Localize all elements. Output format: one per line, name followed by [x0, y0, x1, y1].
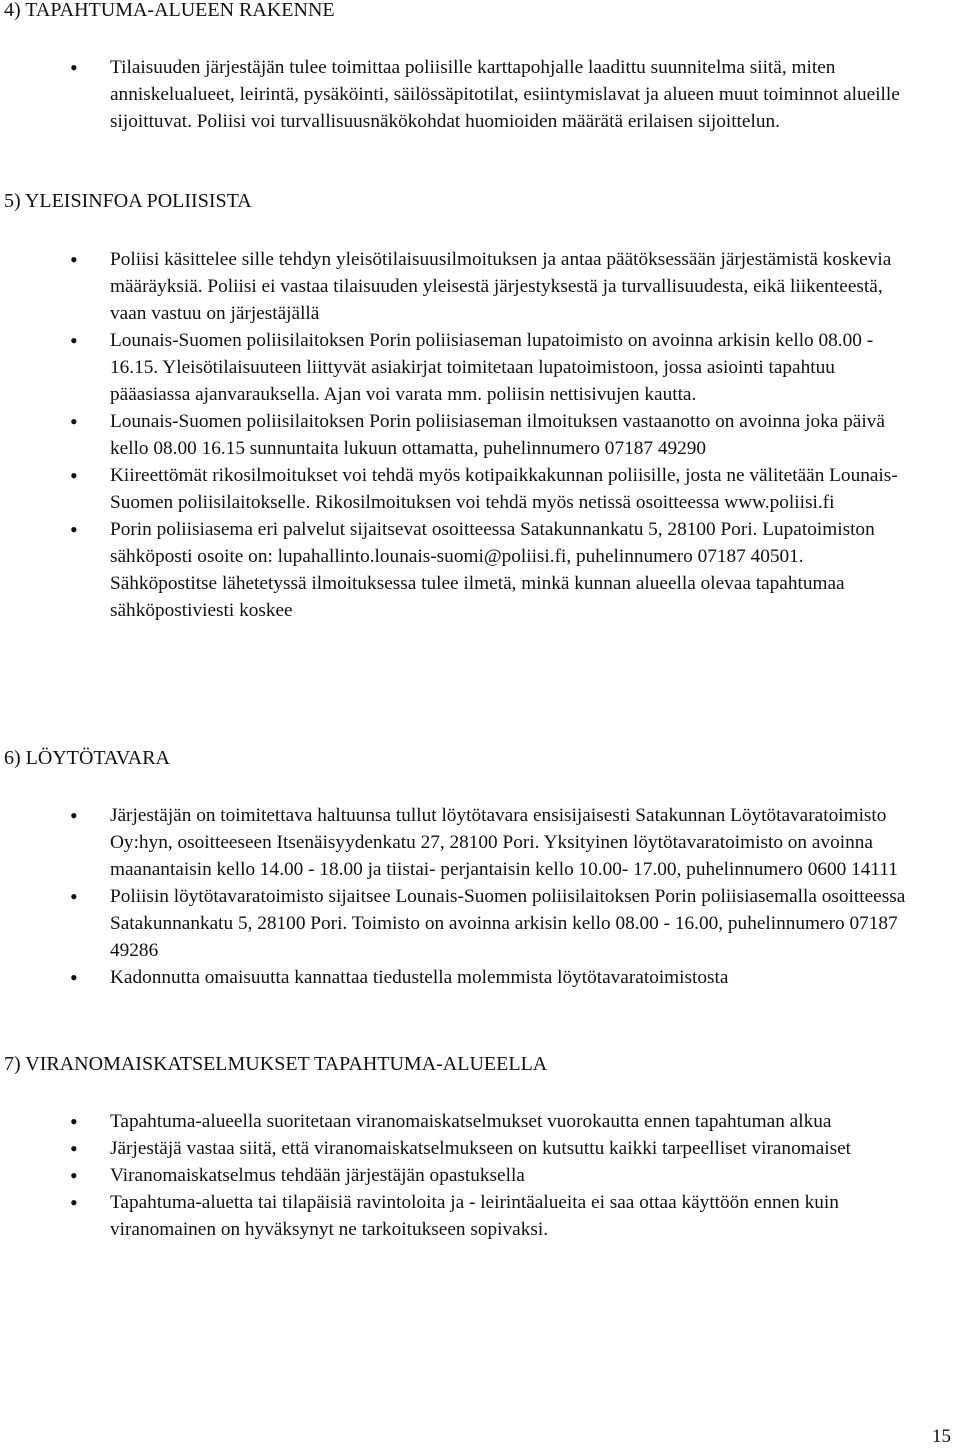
section-7-heading: 7) VIRANOMAISKATSELMUKSET TAPAHTUMA-ALUEELLA	[4, 1053, 548, 1075]
list-item: • Tilaisuuden järjestäjän tulee toimittaa poliisille karttapohjalle laadittu suunnitelma siitä, miten anniskelualueet, leirintä, pysäköinti, säilössäpitotilat, esiintymislavat ja alueen muut toiminnot alueille sijoittuvat. Poliisi voi turvallisuusnäkökohdat huomioiden määrätä erilaisen sijoittelun.	[0, 54, 910, 135]
list-item: • Lounais-Suomen poliisilaitoksen Porin poliisiaseman lupatoimisto on avoinna arkisin kello 08.00 - 16.15. Yleisötilaisuuteen liittyvät asiakirjat toimitetaan lupatoimistoon, jossa asiointi tapahtuu pääasiassa ajanvarauksella. Ajan voi varata mm. poliisin nettisivujen kautta.	[0, 327, 910, 408]
list-item: • Tapahtuma-aluetta tai tilapäisiä ravintoloita ja - leirintäalueita ei saa ottaa käyttöön ennen kuin viranomainen on hyväksynyt ne tarkoitukseen sopivaksi.	[0, 1189, 910, 1243]
list-item: • Poliisi käsittelee sille tehdyn yleisötilaisuusilmoituksen ja antaa päätöksessään järjestämistä koskevia määräyksiä. Poliisi ei vastaa tilaisuuden yleisestä järjestyksestä ja turvallisuudesta, eikä liikenteestä, vaan vastuu on järjestäjällä	[0, 246, 910, 327]
list-item: • Tapahtuma-alueella suoritetaan viranomaiskatselmukset vuorokautta ennen tapahtuman alkua	[0, 1108, 910, 1135]
list-item: • Lounais-Suomen poliisilaitoksen Porin poliisiaseman ilmoituksen vastaanotto on avoinna joka päivä kello 08.00 16.15 sunnuntaita lukuun ottamatta, puhelinnumero 07187 49290	[0, 408, 910, 462]
list-item: • Järjestäjän on toimitettava haltuunsa tullut löytötavara ensisijaisesti Satakunnan Löytötavaratoimisto Oy:hyn, osoitteeseen Itsenäisyydenkatu 27, 28100 Pori. Yksityinen löytötavaratoimisto on avoinna maanantaisin kello 14.00 - 18.00 ja tiistai- perjantaisin kello 10.00- 17.00, puhelinnumero 0600 14111	[0, 802, 910, 883]
list-item: • Järjestäjä vastaa siitä, että viranomaiskatselmukseen on kutsuttu kaikki tarpeelliset viranomaiset	[0, 1135, 910, 1162]
page-number: 15	[932, 1426, 951, 1447]
section-7-list	[0, 1108, 910, 1243]
section-6-heading: 6) LÖYTÖTAVARA	[4, 747, 170, 769]
list-item: • Porin poliisiasema eri palvelut sijaitsevat osoitteessa Satakunnankatu 5, 28100 Pori. Lupatoimiston sähköposti osoite on: lupahallinto.lounais-suomi@poliisi.fi, puhelinnumero 07187 40501. Sähköpostitse lähetetyssä ilmoituksessa tulee ilmetä, minkä kunnan alueella olevaa tapahtumaa sähköpostiviesti koskee	[0, 516, 910, 624]
list-item: • Kiireettömät rikosilmoitukset voi tehdä myös kotipaikkakunnan poliisille, josta ne välitetään Lounais-Suomen poliisilaitokselle. Rikosilmoituksen voi tehdä myös netissä osoitteessa www.poliisi.fi	[0, 462, 910, 516]
list-item: • Viranomaiskatselmus tehdään järjestäjän opastuksella	[0, 1162, 910, 1189]
section-6-list	[0, 802, 910, 991]
section-4-list	[0, 54, 910, 135]
list-item: • Kadonnutta omaisuutta kannattaa tiedustella molemmista löytötavaratoimistosta	[0, 964, 910, 991]
list-item: • Poliisin löytötavaratoimisto sijaitsee Lounais-Suomen poliisilaitoksen Porin poliisiasemalla osoitteessa Satakunnankatu 5, 28100 Pori. Toimisto on avoinna arkisin kello 08.00 - 16.00, puhelinnumero 07187 49286	[0, 883, 910, 964]
section-5-list	[0, 246, 910, 624]
section-4-heading: 4) TAPAHTUMA-ALUEEN RAKENNE	[4, 0, 335, 21]
section-5-heading: 5) YLEISINFOA POLIISISTA	[4, 190, 252, 212]
